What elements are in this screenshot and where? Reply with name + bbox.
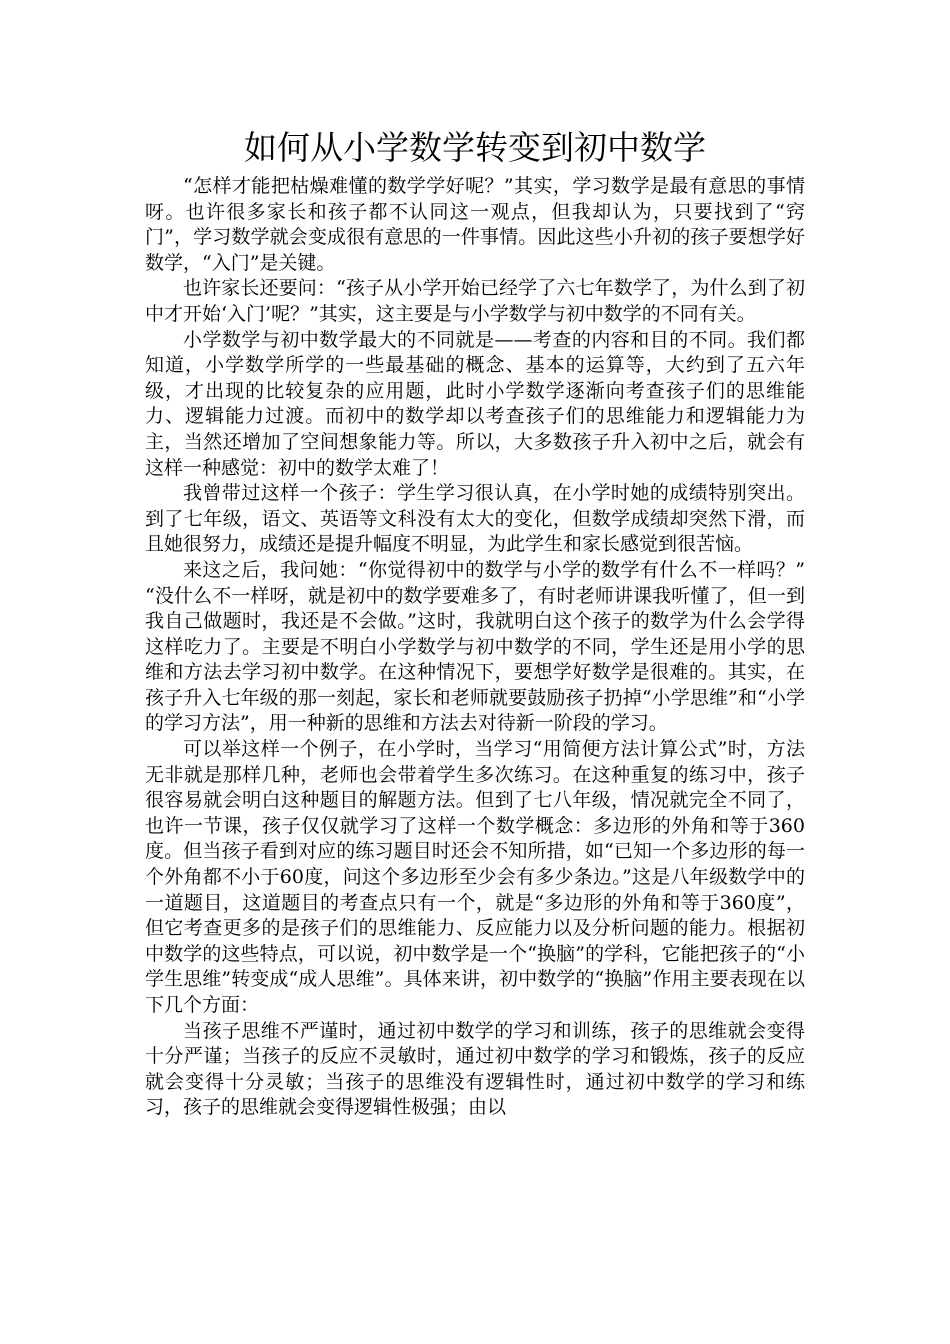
paragraph: 可以举这样一个例子，在小学时，当学习“用简便方法计算公式”时，方法无非就是那样几种，老师也会带着学生多次练习。在这种重复的练习中，孩子很容易就会明白这种题目的解题方法。但到了七八年级，情况就完全不同了，也许一节课，孩子仅仅就学习了这样一个数学概念：多边形的外角和等于360度。但当孩子看到对应的练习题目时还会不知所措，如“已知一个多边形的每一个外角都不小于60度，问这个多边形至少会有多少条边。”这是八年级数学中的一道题目，这道题目的考查点只有一个，就是“多边形的外角和等于360度”，但它考查更多的是孩子们的思维能力、反应能力以及分析问题的能力。根据初中数学的这些特点，可以说，初中数学是一个“换脑”的学科，它能把孩子的“小学生思维”转变成“成人思维”。具体来讲，初中数学的“换脑”作用主要表现在以下几个方面：: [145, 738, 805, 1016]
paragraph: 当孩子思维不严谨时，通过初中数学的学习和训练，孩子的思维就会变得十分严谨；当孩子的反应不灵敏时，通过初中数学的学习和锻炼，孩子的反应就会变得十分灵敏；当孩子的思维没有逻辑性时，通过初中数学的学习和练习，孩子的思维就会变得逻辑性极强；由以: [145, 1019, 805, 1119]
paragraph: 也许家长还要问：“孩子从小学开始已经学了六七年数学了，为什么到了初中才开始‘入门’呢？”其实，这主要是与小学数学与初中数学的不同有关。: [145, 277, 805, 325]
document-title: 如何从小学数学转变到初中数学: [244, 128, 706, 167]
paragraph: 我曾带过这样一个孩子：学生学习很认真，在小学时她的成绩特别突出。到了七年级，语文、英语等文科没有太大的变化，但数学成绩却突然下滑，而且她很努力，成绩还是提升幅度不明显，为此学生和家长感觉到很苦恼。: [145, 482, 805, 556]
document-body: [145, 174, 805, 1121]
paragraph: 来这之后，我问她：“你觉得初中的数学与小学的数学有什么不一样吗？” “没什么不一样呀，就是初中的数学要难多了，有时老师讲课我听懂了，但一到我自己做题时，我还是不会做。”这时，我就明白这个孩子的数学为什么会学得这样吃力了。主要是不明白小学数学与初中数学的不同，学生还是用小学的思维和方法去学习初中数学。在这种情况下，要想学好数学是很难的。其实，在孩子升入七年级的那一刻起，家长和老师就要鼓励孩子扔掉“小学思维”和“小学的学习方法”，用一种新的思维和方法去对待新一阶段的学习。: [145, 558, 805, 735]
paragraph: 小学数学与初中数学最大的不同就是——考查的内容和目的不同。我们都知道，小学数学所学的一些最基础的概念、基本的运算等，大约到了五六年级，才出现的比较复杂的应用题，此时小学数学逐渐向考查孩子们的思维能力、逻辑能力过渡。而初中的数学却以考查孩子们的思维能力和逻辑能力为主，当然还增加了空间想象能力等。所以，大多数孩子升入初中之后，就会有这样一种感觉：初中的数学太难了！: [145, 328, 805, 479]
paragraph: “怎样才能把枯燥难懂的数学学好呢？”其实，学习数学是最有意思的事情呀。也许很多家长和孩子都不认同这一观点，但我却认为，只要找到了“窍门”，学习数学就会变成很有意思的一件事情。因此这些小升初的孩子要想学好数学，“入门”是关键。: [145, 175, 805, 274]
